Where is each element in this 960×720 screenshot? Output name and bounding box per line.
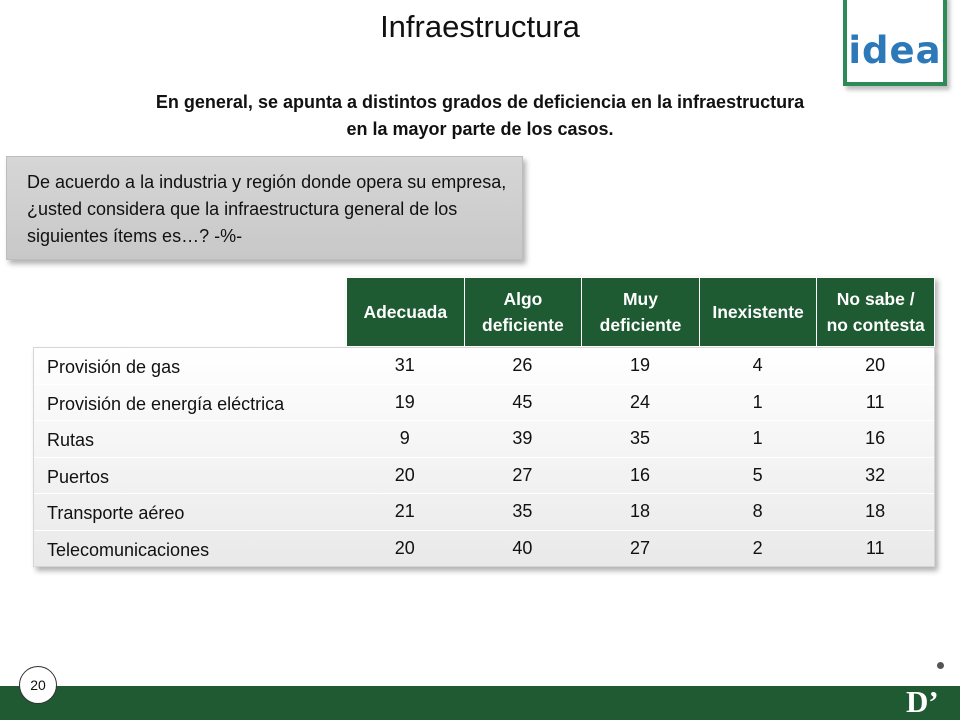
table-cell: 27 bbox=[629, 537, 650, 558]
row-label: Telecomunicaciones bbox=[47, 539, 210, 560]
table-cell: 26 bbox=[512, 355, 533, 376]
column-header-muy-deficiente: Muy deficiente bbox=[582, 278, 700, 346]
table-cell: 2 bbox=[752, 537, 763, 558]
row-label: Provisión de energía eléctrica bbox=[47, 393, 285, 414]
idea-logo bbox=[843, 0, 947, 86]
table-cell: 9 bbox=[399, 428, 410, 449]
table-cell: 20 bbox=[394, 537, 415, 558]
column-header-adecuada: Adecuada bbox=[347, 278, 465, 346]
table-cell: 16 bbox=[865, 428, 886, 449]
table-cell: 45 bbox=[512, 391, 533, 412]
slide-title: Infraestructura bbox=[380, 9, 580, 44]
table-row bbox=[34, 348, 934, 385]
table-cell: 20 bbox=[865, 355, 886, 376]
brand-mark: D’ bbox=[906, 684, 939, 719]
table-cell: 11 bbox=[865, 537, 885, 558]
table-cell: 1 bbox=[752, 428, 763, 449]
table-row bbox=[34, 458, 934, 495]
table-cell: 5 bbox=[752, 464, 763, 485]
table-row bbox=[34, 385, 934, 422]
table-cell: 1 bbox=[752, 391, 763, 412]
table-cell: 20 bbox=[394, 464, 415, 485]
column-header-no-sabe: No sabe / no contesta bbox=[826, 289, 925, 335]
table-row bbox=[34, 531, 934, 567]
survey-question-box: De acuerdo a la industria y región donde opera su empresa, ¿usted considera que la infraestructura general de los siguientes ítems es…? -%- bbox=[6, 156, 523, 260]
table-body bbox=[33, 347, 935, 567]
subtitle-line-2: en la mayor parte de los casos. bbox=[346, 119, 614, 139]
row-label: Puertos bbox=[47, 466, 110, 487]
table-cell: 18 bbox=[629, 501, 650, 522]
table-cell: 40 bbox=[512, 537, 533, 558]
table-cell: 21 bbox=[394, 501, 415, 522]
table-cell: 11 bbox=[865, 391, 885, 412]
table-cell: 4 bbox=[752, 355, 763, 376]
table-cell: 31 bbox=[394, 355, 415, 376]
table-row bbox=[34, 494, 934, 531]
table-cell: 27 bbox=[512, 464, 533, 485]
row-label: Provisión de gas bbox=[47, 357, 181, 378]
table-cell: 8 bbox=[752, 501, 763, 522]
table-cell: 35 bbox=[629, 428, 650, 449]
table-cell: 18 bbox=[865, 501, 886, 522]
table-cell: 16 bbox=[629, 464, 650, 485]
table-cell: 32 bbox=[865, 464, 886, 485]
brand-dot-icon bbox=[937, 662, 944, 669]
page-number: 20 bbox=[19, 666, 57, 704]
table-cell: 19 bbox=[394, 391, 415, 412]
row-label: Rutas bbox=[47, 430, 95, 451]
table-header bbox=[346, 277, 935, 347]
idea-logo-text: idea bbox=[848, 29, 942, 72]
table-cell: 19 bbox=[629, 355, 650, 376]
table-cell: 35 bbox=[512, 501, 533, 522]
table-row bbox=[34, 421, 934, 458]
column-header-inexistente: Inexistente bbox=[700, 278, 818, 346]
column-header-algo-deficiente: Algo deficiente bbox=[465, 278, 583, 346]
slide-subtitle bbox=[0, 89, 960, 143]
subtitle-line-1: En general, se apunta a distintos grados de deficiencia en la infraestructura bbox=[155, 92, 805, 112]
table-cell: 24 bbox=[629, 391, 650, 412]
footer-bar bbox=[0, 686, 960, 720]
table-cell: 39 bbox=[512, 428, 533, 449]
row-label: Transporte aéreo bbox=[47, 503, 185, 524]
